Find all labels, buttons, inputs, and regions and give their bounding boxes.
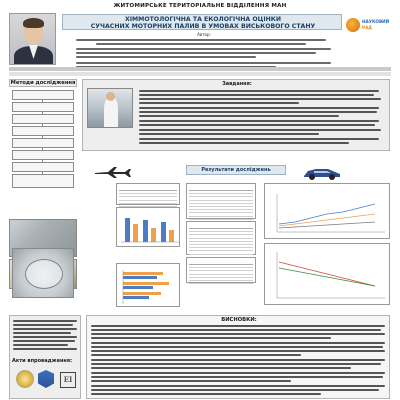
method-item [12,162,74,172]
results-table [186,257,256,283]
car-icon [302,165,342,181]
logo-text-bottom: РАД [362,25,373,30]
poster-title-box [62,14,342,30]
results-table [116,183,180,205]
lab-photo [12,248,74,298]
results-chart [264,183,390,239]
emblem-icon [16,370,34,388]
author-label: Автор: [197,32,211,37]
logo-mark-icon [346,18,360,32]
method-item [12,114,74,124]
method-item [12,102,74,112]
stamp-icon: ЕІ [60,372,76,388]
results-title: Результати досліджень [186,165,286,175]
method-item [12,174,74,188]
poster-title-line-1: ХІММОТОЛОГІЧНА ТА ЕКОЛОГІЧНА ОЦІНКИ [124,16,282,23]
methods-title: Методи дослідження [10,80,76,86]
poster [6,3,394,397]
method-item [12,126,74,136]
conclusions-box [86,315,390,399]
aims-title: Завдання: [222,81,252,87]
results-table [186,221,256,255]
author-photo [9,13,56,65]
department-heading: ЖИТОМИРСЬКЕ ТЕРИТОРІАЛЬНЕ ВІДДІЛЕННЯ МАН [113,3,287,9]
results-table [186,183,256,219]
science-logo [346,16,390,34]
results-chart [116,207,180,247]
info-box [9,315,81,399]
plane-icon [94,165,132,179]
aims-box [82,79,390,151]
logo-text-top: НАУКОВИЙ [362,19,390,24]
conclusions-title: ВИСНОВКИ: [221,317,257,323]
method-item [12,150,74,160]
intro-band [9,67,391,71]
poster-title-line-2: СУЧАСНИХ МОТОРНИХ ПАЛИВ В УМОВАХ ВИСЬКОВОГО СТАНУ [90,23,316,30]
method-item [12,138,74,148]
intro-band-2 [9,72,391,76]
method-item [12,90,74,100]
methods-title-box [9,79,77,87]
lab-photo [87,88,133,128]
results-chart [116,263,180,307]
results-chart [264,243,390,305]
shield-icon [38,370,54,388]
implementation-title: Акти впровадження: [12,358,73,364]
